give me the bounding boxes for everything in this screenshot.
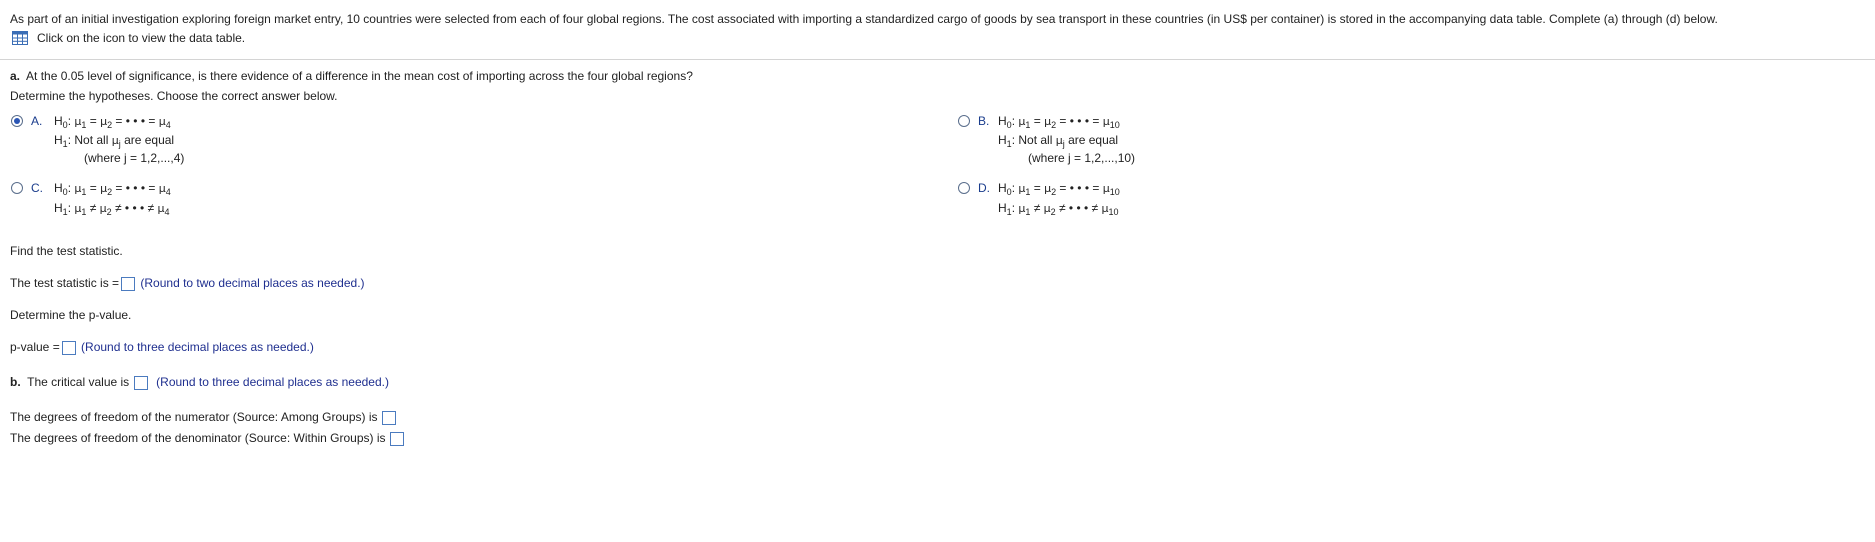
option-d-radio[interactable]	[958, 182, 970, 194]
test-statistic-hint: (Round to two decimal places as needed.)	[140, 276, 365, 290]
option-d-h0: $H_0$: $\mu_1 = \mu_2$ = • • • = $\mu_{10}$	[998, 181, 1120, 197]
df-denominator-row	[10, 431, 406, 446]
test-statistic-row	[10, 276, 365, 291]
option-b-letter: B.	[978, 114, 990, 128]
option-d-letter: D.	[978, 181, 990, 195]
option-a-h1: $H_1$: Not all $\mu_j$ are equal	[54, 133, 175, 149]
critical-value-hint: (Round to three decimal places as needed.)	[156, 375, 389, 389]
determine-pvalue: Determine the p-value.	[10, 308, 132, 322]
option-c-h0: $H_0$: $\mu_1 = \mu_2$ = • • • = $\mu_4$	[54, 181, 171, 197]
df-numerator-row	[10, 410, 398, 425]
problem-intro: As part of an initial investigation exploring foreign market entry, 10 countries were selected from each of four global regions. The cost associated with importing a standardized cargo of goods by sea transport in these countries (in US$ per container) is stored in the accompanying data table. Complete (a) through (d) below.	[10, 12, 1718, 26]
part-b-label: b.	[10, 375, 21, 389]
part-a-question-text: At the 0.05 level of significance, is there evidence of a difference in the mean cost of importing across the four global regions?	[26, 69, 693, 83]
df-numerator-label: The degrees of freedom of the numerator (Source: Among Groups) is	[10, 410, 378, 424]
divider	[0, 59, 1875, 60]
critical-value-input[interactable]	[134, 376, 148, 390]
find-test-statistic: Find the test statistic.	[10, 244, 123, 258]
critical-value-row	[10, 375, 389, 390]
option-a-where: (where j = 1,2,...,4)	[84, 151, 185, 165]
option-b-h0: $H_0$: $\mu_1 = \mu_2$ = • • • = $\mu_{10}$	[998, 114, 1120, 130]
test-statistic-input[interactable]	[121, 277, 135, 291]
option-c-radio[interactable]	[11, 182, 23, 194]
pvalue-label: p-value =	[10, 340, 60, 354]
option-a-h0: $H_0$: $\mu_1 = \mu_2$ = • • • = $\mu_4$	[54, 114, 171, 130]
data-table-icon[interactable]	[12, 31, 28, 45]
data-table-link[interactable]: Click on the icon to view the data table.	[37, 31, 246, 45]
option-c-letter: C.	[31, 181, 43, 195]
df-numerator-input[interactable]	[382, 411, 396, 425]
critical-value-label: The critical value is	[27, 375, 130, 389]
test-statistic-label: The test statistic is =	[10, 276, 120, 290]
hypotheses-prompt: Determine the hypotheses. Choose the correct answer below.	[10, 89, 338, 103]
pvalue-input[interactable]	[62, 341, 76, 355]
option-a-radio[interactable]	[11, 115, 23, 127]
option-b-radio[interactable]	[958, 115, 970, 127]
option-b-h1: $H_1$: Not all $\mu_j$ are equal	[998, 133, 1119, 149]
data-table-row	[12, 31, 245, 45]
part-a-question	[10, 69, 693, 83]
pvalue-row	[10, 340, 314, 355]
option-b-where: (where j = 1,2,...,10)	[1028, 151, 1136, 165]
option-d-h1: $H_1$: $\mu_1 \ne \mu_2$ ≠ • • • ≠ $\mu_{10}$	[998, 201, 1119, 217]
option-a-letter: A.	[31, 114, 43, 128]
pvalue-hint: (Round to three decimal places as needed.)	[81, 340, 314, 354]
part-a-label: a.	[10, 69, 21, 83]
df-denominator-input[interactable]	[390, 432, 404, 446]
df-denominator-label: The degrees of freedom of the denominator (Source: Within Groups) is	[10, 431, 386, 445]
option-c-h1: $H_1$: $\mu_1 \ne \mu_2$ ≠ • • • ≠ $\mu_4$	[54, 201, 170, 217]
